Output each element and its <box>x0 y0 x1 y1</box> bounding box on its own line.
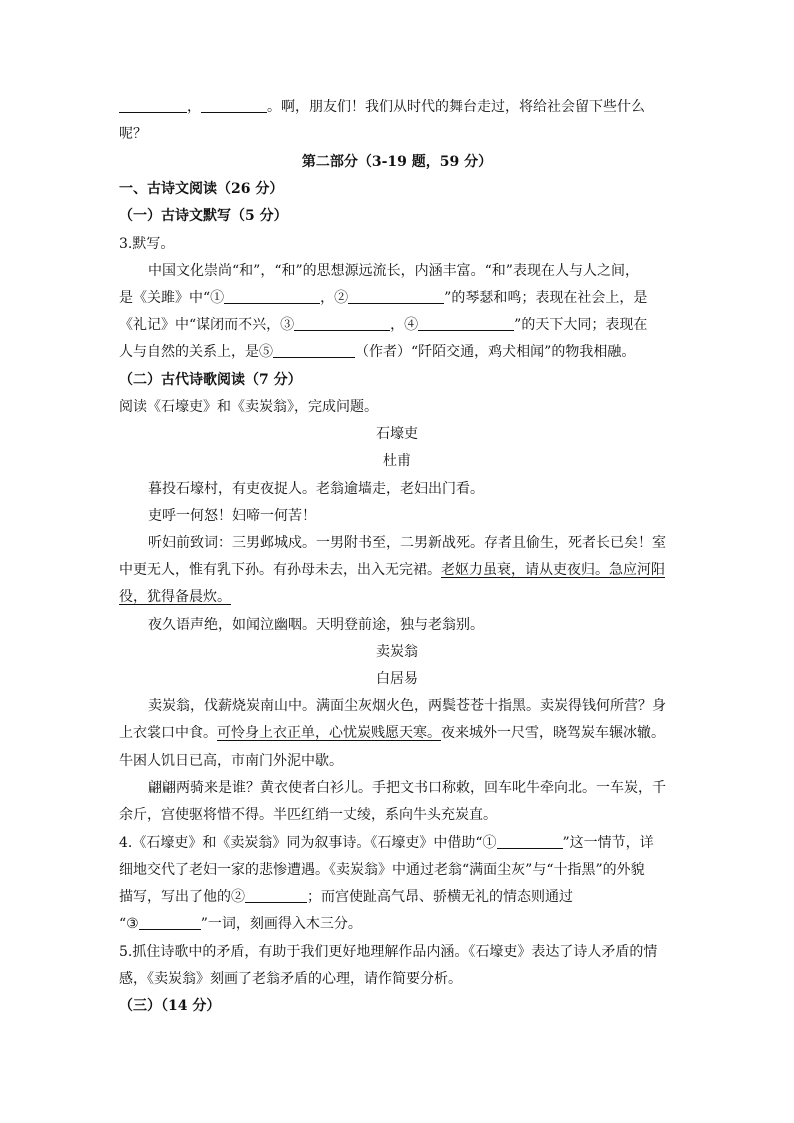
q5-line-1: 5.抓住诗歌中的矛盾，有助于我们更好地理解作品内涵。《石壕吏》表达了诗人矛盾的情 <box>119 944 658 960</box>
q3-line-1: 中国文化崇尚“和”，“和”的思想源远流长，内涵丰富。“和”表现在人与人之间， <box>148 263 639 279</box>
q3-line-4: 人与自然的关系上，是⑤ （作者）“阡陌交通，鸡犬相闻”的物我相融。 <box>119 344 636 360</box>
top-line-1: ， 。啊，朋友们！我们从时代的舞台走过，将给社会留下些什么 <box>119 97 679 119</box>
underlined-text: 老妪力虽衰，请从吏夜归。急应河阳 <box>441 562 665 578</box>
answer-blank[interactable] <box>224 289 320 304</box>
answer-blank[interactable] <box>201 98 267 113</box>
poem1-para-3-line-3 <box>119 587 679 609</box>
poem1-title: 石壕吏 <box>376 426 418 442</box>
poem2-para-2-line-2: 余斤，宫使驱将惜不得。半匹红绡一丈绫，系向牛头充炭直。 <box>119 807 497 823</box>
poem2-para-1-line-2: 上衣裳口中食。可怜身上衣正单，心忧炭贱愿天寒。夜来城外一尺雪，晓驾炭车辗冰辙。 <box>119 725 665 741</box>
subsection1-title: （一）古诗文默写（5 分） <box>119 208 288 224</box>
answer-blank[interactable] <box>418 316 514 331</box>
answer-blank[interactable] <box>245 888 307 903</box>
answer-blank[interactable] <box>294 316 390 331</box>
answer-blank[interactable] <box>139 915 201 930</box>
answer-blank[interactable] <box>497 834 563 849</box>
part2-title: 第二部分（3-19 题，59 分） <box>301 154 493 170</box>
q5-line-2: 感，《卖炭翁》刻画了老翁矛盾的心理，请作简要分析。 <box>119 971 462 987</box>
poem1-para-3-line-2: 中更无人，惟有乳下孙。有孙母未去，出入无完裙。老妪力虽衰，请从吏夜归。急应河阳 <box>119 562 665 578</box>
poem1-para-1: 暮投石壕村，有吏夜捉人。老翁逾墙走，老妇出门看。 <box>148 481 484 497</box>
poem1-para-2: 吏呼一何怒！妇啼一何苦！ <box>148 508 316 524</box>
poem1-para-4: 夜久语声绝，如闻泣幽咽。天明登前途，独与老翁别。 <box>148 617 484 633</box>
poem2-para-2-line-1: 翩翩两骑来是谁？黄衣使者白衫儿。手把文书口称敕，回车叱牛牵向北。一车炭，千 <box>148 780 666 796</box>
poem2-para-1-line-1: 卖炭翁，伐薪烧炭南山中。满面尘灰烟火色，两鬓苍苍十指黑。卖炭得钱何所营？身 <box>148 698 666 714</box>
q4-line-2: 细地交代了老妇一家的悲惨遭遇。《卖炭翁》中通过老翁“满面尘灰”与“十指黑”的外貌 <box>119 862 645 878</box>
reading-instruction: 阅读《石壕吏》和《卖炭翁》，完成问题。 <box>119 399 378 415</box>
q4-line-3: 描写，写出了他的② ；而宫使趾高气昂、骄横无礼的情态则通过 <box>119 889 573 905</box>
underlined-text: 役，犹得备晨炊。 <box>119 589 231 605</box>
answer-blank[interactable] <box>273 343 355 358</box>
subsection2-title: （二）古代诗歌阅读（7 分） <box>119 372 302 388</box>
poem2-title: 卖炭翁 <box>376 644 418 660</box>
poem2-author: 白居易 <box>376 671 418 687</box>
answer-blank[interactable] <box>348 289 444 304</box>
q4-line-4: “③ ”一词，刻画得入木三分。 <box>119 916 362 932</box>
poem1-para-3-line-1: 听妇前致词：三男邺城戍。一男附书至，二男新战死。存者且偷生，死者长已矣！室 <box>148 535 666 551</box>
top-line-2: 呢？ <box>119 126 147 142</box>
poem1-author: 杜甫 <box>383 453 411 469</box>
q3-line-3: 《礼记》中“谋闭而不兴，③ ，④ ”的天下大同；表现在 <box>119 317 648 333</box>
poem2-para-1-line-3: 牛困人饥日已高，市南门外泥中歇。 <box>119 753 343 769</box>
section1-title: 一、古诗文阅读（26 分） <box>119 181 284 197</box>
subsection3-title: （三）（14 分） <box>119 998 221 1014</box>
q4-line-1: 4.《石壕吏》和《卖炭翁》同为叙事诗。《石壕吏》中借助“① ”这一情节，详 <box>119 835 654 851</box>
answer-blank[interactable] <box>119 98 187 113</box>
q3-line-2: 是《关雎》中“① ，② ”的琴瑟和鸣；表现在社会上，是 <box>119 290 648 306</box>
question-3-label: 3.默写。 <box>119 236 175 252</box>
underlined-text: 可怜身上衣正单，心忧炭贱愿天寒。 <box>217 725 441 741</box>
